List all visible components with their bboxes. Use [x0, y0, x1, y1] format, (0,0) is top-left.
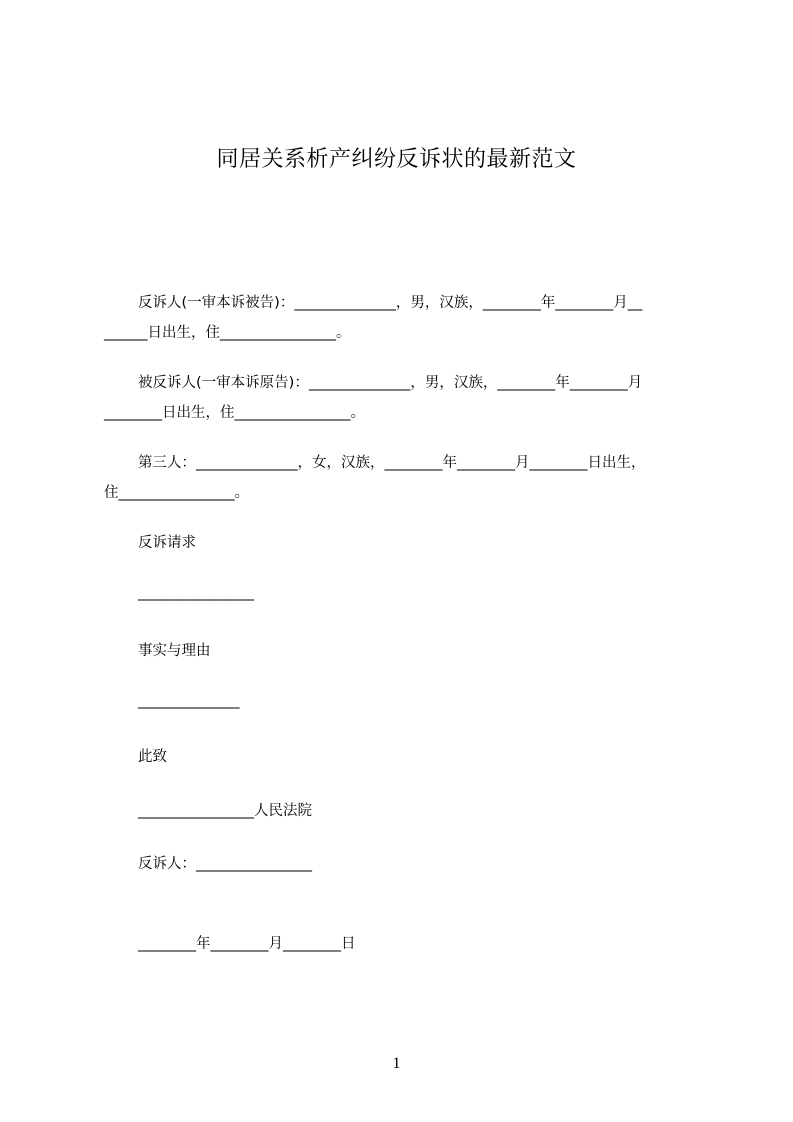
counterclaim-blank: ________________: [138, 585, 254, 601]
para-counterdefendant-line1: 被反诉人(一审本诉原告)：______________，男，汉族，________年________月: [138, 375, 643, 391]
signer-line: 反诉人：________________: [138, 856, 312, 872]
counterclaim-heading: 反诉请求: [138, 535, 196, 551]
facts-heading: 事实与理由: [138, 643, 211, 659]
page-number: 1: [392, 1055, 401, 1072]
para-counterclaimant-line2: ______日出生，住________________。: [104, 325, 351, 341]
court-line: ________________人民法院: [138, 803, 312, 819]
date-line: ________年________月________日: [138, 936, 356, 952]
closing-text: 此致: [138, 749, 167, 765]
facts-blank: ______________: [138, 693, 240, 709]
para-third-party-line2: 住________________。: [104, 485, 249, 501]
para-third-party-line1: 第三人：______________，女，汉族，________年________月________日出生，: [138, 455, 646, 471]
document-title: 同居关系析产纠纷反诉状的最新范文: [216, 147, 577, 172]
para-counterdefendant-line2: ________日出生，住________________。: [104, 405, 365, 421]
para-counterclaimant-line1: 反诉人(一审本诉被告)：______________，男，汉族，________年________月__: [138, 295, 643, 311]
